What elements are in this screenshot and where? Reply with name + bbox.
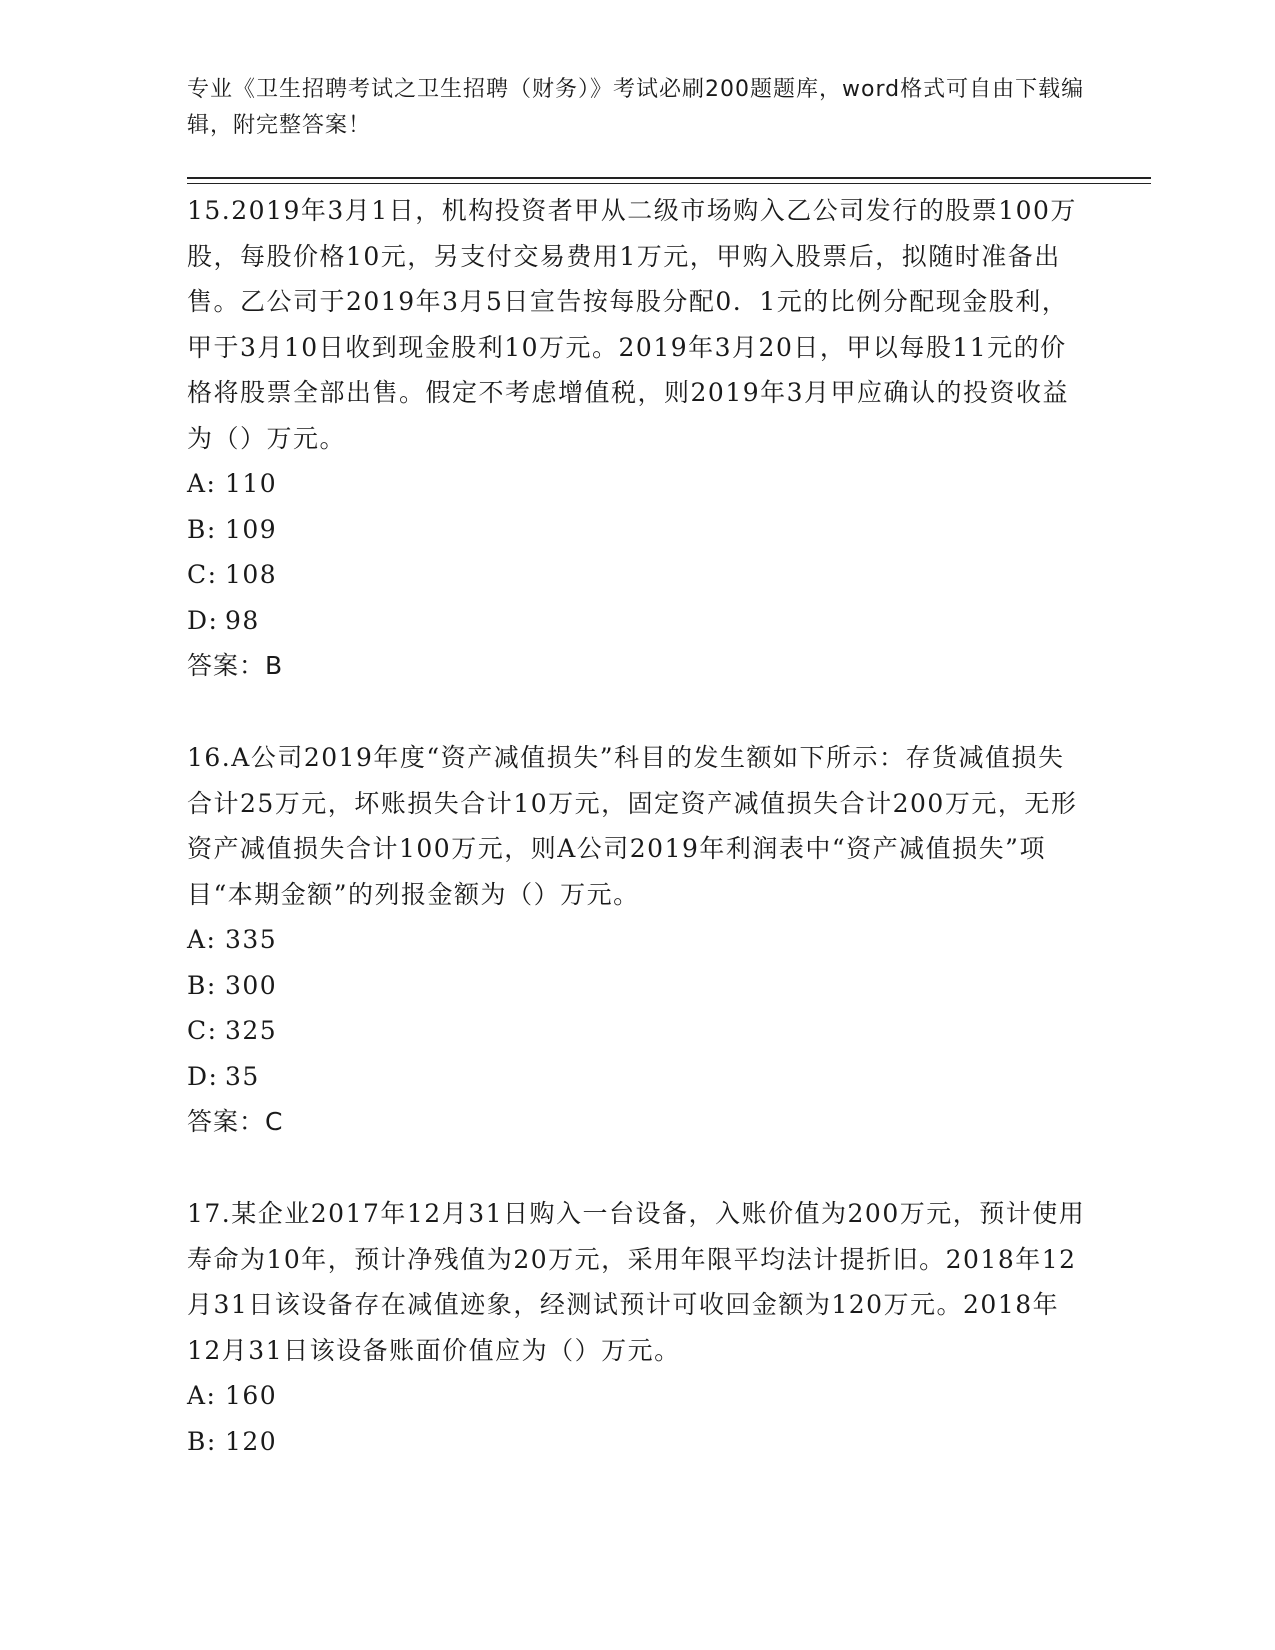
- option-text: 98: [225, 605, 260, 635]
- header-divider-thin: [187, 183, 1151, 184]
- header-divider: [187, 177, 1151, 179]
- option-letter: D:: [187, 1061, 219, 1091]
- option-a: [187, 917, 1087, 963]
- option-text: 35: [225, 1061, 260, 1091]
- option-letter: A:: [187, 1381, 217, 1410]
- option-text: 108: [225, 560, 278, 589]
- page-header: 专业《卫生招聘考试之卫生招聘（财务）》考试必刷200题题库，word格式可自由下载编辑，附完整答案！: [187, 77, 1085, 138]
- option-a: [187, 461, 1087, 507]
- answer: 答案：B: [187, 651, 284, 680]
- option-letter: B:: [187, 514, 217, 544]
- option-d: [187, 1054, 1087, 1100]
- question-stem: 16.A公司2019年度“资产减值损失”科目的发生额如下所示：存货减值损失合计25万元，坏账损失合计10万元，固定资产减值损失合计200万元，无形资产减值损失合计100万元，则A公司2019年利润表中“资产减值损失”项目“本期金额”的列报金额为（）万元。: [187, 743, 1078, 909]
- option-letter: C:: [187, 560, 218, 589]
- question-stem: 15.2019年3月1日，机构投资者甲从二级市场购入乙公司发行的股票100万股，每股价格10元，另支付交易费用1万元，甲购入股票后，拟随时准备出售。乙公司于2019年3月5日宣告按每股分配0．1元的比例分配现金股利，甲于3月10日收到现金股利10万元。2019年3月20日，甲以每股11元的价格将股票全部出售。假定不考虑增值税，则2019年3月甲应确认的投资收益为（）万元。: [187, 196, 1077, 453]
- option-letter: C:: [187, 1016, 218, 1045]
- option-text: 335: [225, 925, 278, 954]
- question-15: [187, 188, 1087, 689]
- answer: 答案：C: [187, 1107, 284, 1136]
- option-letter: D:: [187, 605, 219, 635]
- question-17: [187, 1191, 1087, 1464]
- option-letter: B:: [187, 970, 217, 1000]
- option-text: 325: [225, 1016, 278, 1045]
- option-c: [187, 1008, 1087, 1054]
- option-text: 110: [225, 469, 278, 498]
- option-b: [187, 507, 1087, 553]
- option-text: 300: [225, 970, 278, 1000]
- option-c: [187, 552, 1087, 598]
- option-b: [187, 1419, 1087, 1465]
- option-text: 120: [225, 1426, 278, 1456]
- option-letter: A:: [187, 925, 217, 954]
- option-b: [187, 963, 1087, 1009]
- option-text: 160: [225, 1381, 278, 1410]
- question-stem: 17.某企业2017年12月31日购入一台设备，入账价值为200万元，预计使用寿命为10年，预计净残值为20万元，采用年限平均法计提折旧。2018年12月31日该设备存在减值迹象，经测试预计可收回金额为120万元。2018年12月31日该设备账面价值应为（）万元。: [187, 1199, 1086, 1365]
- option-letter: B:: [187, 1426, 217, 1456]
- option-a: [187, 1373, 1087, 1419]
- option-letter: A:: [187, 469, 217, 498]
- option-d: [187, 598, 1087, 644]
- option-text: 109: [225, 514, 278, 544]
- question-16: [187, 735, 1087, 1145]
